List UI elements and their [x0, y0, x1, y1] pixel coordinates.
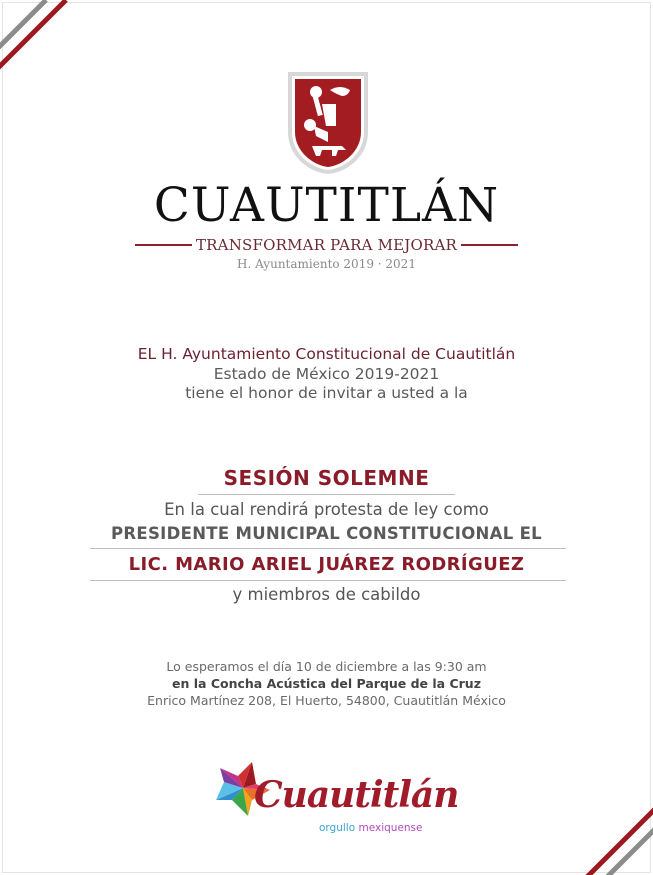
slogan-divider-left — [135, 244, 192, 246]
event-details — [0, 658, 653, 709]
event-protesta-text: En la cual rendirá protesta de ley como — [164, 500, 489, 519]
event-cargo-text: PRESIDENTE MUNICIPAL CONSTITUCIONAL EL — [111, 524, 542, 543]
tagline-word-2: mexiquense — [358, 822, 423, 834]
slogan-text: TRANSFORMAR PARA MEJORAR — [195, 236, 458, 254]
ayuntamiento-period: H. Ayuntamiento 2019 · 2021 — [237, 257, 416, 271]
corner-stripes-bottom-right — [573, 795, 653, 875]
tagline — [319, 822, 422, 834]
slogan-row — [135, 235, 518, 255]
invitation-intro — [0, 345, 653, 404]
intro-line-1: EL H. Ayuntamiento Constitucional de Cuautitlán — [137, 345, 516, 363]
cuautitlan-wordmark: Cuautitlán — [254, 774, 459, 816]
cuautitlan-orgullo-logo — [216, 760, 459, 842]
event-title: SESIÓN SOLEMNE — [223, 466, 430, 490]
corner-stripes-top-left — [0, 0, 80, 80]
tagline-word-1: orgullo — [319, 822, 356, 834]
event-title-underline — [198, 494, 455, 495]
cargo-underline — [90, 548, 566, 549]
coat-of-arms-logo — [286, 70, 370, 176]
event-venue: en la Concha Acústica del Parque de la Cruz — [172, 676, 481, 691]
intro-line-2: Estado de México 2019-2021 — [213, 364, 440, 383]
name-underline — [90, 580, 566, 581]
shield-icon — [286, 70, 370, 176]
intro-line-3: tiene el honor de invitar a usted a la — [185, 384, 468, 402]
event-address: Enrico Martínez 208, El Huerto, 54800, Cuautitlán México — [147, 693, 506, 708]
event-cabildo-text: y miembros de cabildo — [232, 585, 421, 604]
slogan-divider-right — [461, 244, 518, 246]
honoree-name: LIC. MARIO ARIEL JUÁREZ RODRÍGUEZ — [128, 554, 525, 575]
event-date-time: Lo esperamos el día 10 de diciembre a las 9:30 am — [166, 659, 487, 674]
city-name-heading: CUAUTITLÁN — [153, 178, 500, 233]
